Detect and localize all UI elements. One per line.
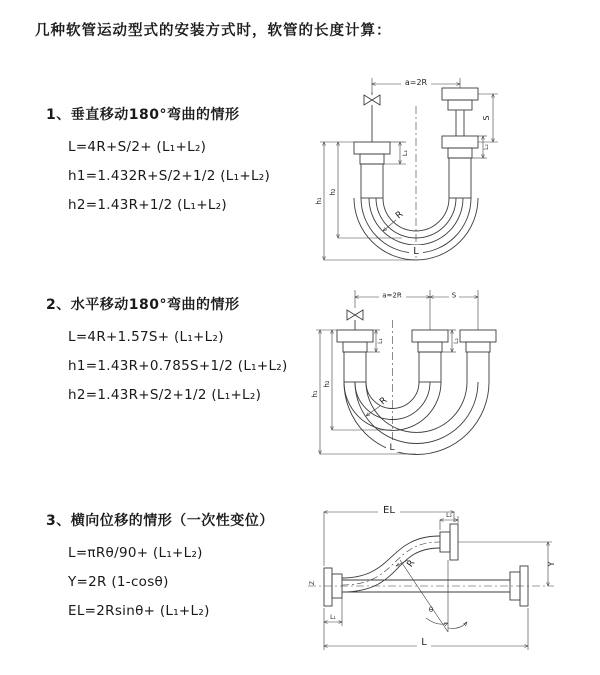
dimension-h1: [315, 142, 418, 260]
dim-label-s: S: [482, 115, 491, 121]
dim-label-z: Z: [309, 580, 316, 586]
formula-el: EL=2Rsinθ+ (L₁+L₂): [68, 603, 210, 619]
dim-label-h2: h₂: [323, 380, 331, 388]
dim-label-l1: L₁: [377, 338, 384, 344]
section-horizontal-movement: [46, 294, 288, 410]
dimension-s: [430, 290, 478, 300]
dim-label-l: L: [421, 637, 427, 648]
formula-length: L=4R+1.57S+ (L₁+L₂): [68, 329, 224, 345]
formula-h2: h2=1.43R+1/2 (L₁+L₂): [68, 197, 227, 213]
dimension-s: [478, 94, 498, 142]
radius-callout: [366, 396, 389, 416]
diagram-horizontal-180-bend: [308, 282, 600, 460]
dimension-h1: [311, 330, 416, 454]
page-title: 几种软管运动型式的安装方式时，软管的长度计算：: [35, 23, 392, 39]
dim-label-el: EL: [383, 505, 395, 516]
center-flange-assembly: [412, 330, 448, 382]
formula-length: L=πRθ/90+ (L₁+L₂): [68, 545, 203, 561]
dimension-l: [324, 608, 528, 650]
dimension-l2: [440, 512, 458, 530]
dimension-h2: [329, 142, 402, 238]
right-flange-assembly: [460, 330, 496, 382]
dimension-l1: [324, 598, 342, 626]
dimension-l1: [367, 330, 384, 352]
length-label: [386, 442, 399, 453]
dim-label-r: R: [405, 558, 418, 570]
valve-icon: [347, 310, 363, 330]
right-flange-assembly: [442, 88, 478, 198]
formula-y: Y=2R (1-cosθ): [68, 574, 169, 590]
dim-label-l: L: [413, 246, 419, 257]
dim-label-a2r: a=2R: [404, 78, 428, 87]
section-1-heading: 1、垂直移动180°弯曲的情形: [46, 107, 240, 123]
displaced-hose: [342, 524, 458, 592]
length-label: [409, 245, 423, 257]
dim-label-l1: L₁: [330, 614, 336, 621]
formula-h2: h2=1.43R+S/2+1/2 (L₁+L₂): [68, 387, 262, 403]
dimension-a-2r: [372, 77, 460, 92]
dimension-y: [458, 542, 556, 586]
left-flange-assembly: [324, 568, 342, 606]
section-3-heading: 3、横向位移的情形（一次性变位）: [46, 513, 274, 529]
dim-label-l: L: [389, 443, 395, 453]
dim-label-h1: h₁: [311, 390, 319, 398]
dimension-el: [324, 504, 454, 566]
dim-label-a2r: a=2R: [382, 291, 402, 300]
section-2-heading: 2、水平移动180°弯曲的情形: [46, 297, 240, 313]
valve-icon: [364, 92, 380, 142]
diagram-vertical-180-bend: [310, 70, 595, 265]
angle-theta: [400, 560, 467, 632]
formula-length: L=4R+S/2+ (L₁+L₂): [68, 139, 207, 155]
dim-label-l2: L₂: [453, 338, 460, 344]
axis-z-label: [309, 581, 316, 585]
dim-label-r: R: [394, 209, 406, 222]
dim-label-h2: h₂: [329, 188, 337, 196]
dimension-l2: [442, 330, 460, 352]
dim-label-r: R: [378, 395, 390, 408]
dim-label-l2: L₂: [483, 144, 490, 150]
section-lateral-displacement: [46, 510, 274, 626]
section-vertical-movement: [46, 104, 270, 220]
diagram-lateral-displacement: [300, 502, 600, 660]
left-flange-assembly: [337, 330, 373, 382]
dim-label-l1: L₁: [401, 149, 409, 157]
formula-h1: h1=1.43R+0.785S+1/2 (L₁+L₂): [68, 358, 288, 374]
dimension-l1: [384, 142, 409, 164]
dim-label-h1: h₁: [315, 197, 323, 205]
dimension-l2: [472, 136, 490, 158]
dim-label-y: Y: [547, 561, 556, 567]
dim-label-s: S: [451, 291, 457, 300]
dim-label-l2: L₂: [446, 512, 452, 519]
hose-u-bend: [344, 382, 489, 455]
left-flange-assembly: [354, 142, 390, 198]
dimension-a-2r: [355, 290, 478, 330]
dim-label-theta: θ: [428, 606, 434, 614]
formula-h1: h1=1.432R+S/2+1/2 (L₁+L₂): [68, 168, 271, 184]
